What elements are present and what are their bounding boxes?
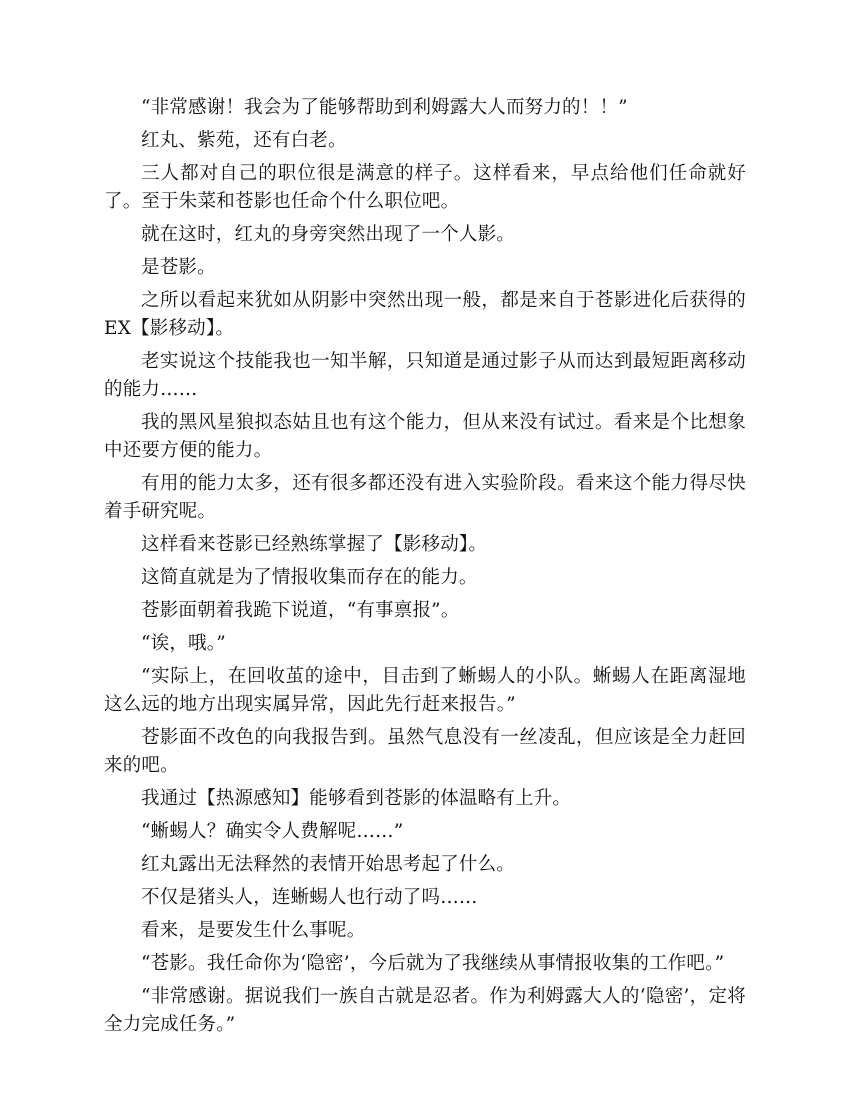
paragraph: 是苍影。	[141, 257, 216, 278]
paragraph: 三人都对自己的职位很是满意的样子。这样看来，早点给他们任命就好了。至于朱菜和苍影也任命个什么职位吧。	[104, 163, 746, 212]
paragraph: “非常感谢！我会为了能够帮助到利姆露大人而努力的！！”	[141, 97, 628, 118]
paragraph: “蜥蜴人？确实令人费解呢……”	[141, 821, 404, 842]
paragraph: 就在这时，红丸的身旁突然出现了一个人影。	[141, 224, 516, 245]
paragraph: “非常感谢。据说我们一族自古就是忍者。作为利姆露大人的‘隐密’，定将全力完成任务。”	[104, 986, 746, 1035]
paragraph: 有用的能力太多，还有很多都还没有进入实验阶段。看来这个能力得尽快着手研究呢。	[104, 473, 746, 522]
paragraph: 我通过【热源感知】能够看到苍影的体温略有上升。	[141, 788, 572, 809]
paragraph: 这样看来苍影已经熟练掌握了【影移动】。	[141, 534, 488, 555]
paragraph: 苍影面朝着我跪下说道，“有事禀报”。	[141, 600, 460, 621]
document-page	[104, 94, 746, 1044]
paragraph: 老实说这个技能我也一知半解，只知道是通过影子从而达到最短距离移动的能力……	[104, 351, 746, 400]
paragraph: “苍影。我任命你为‘隐密’，今后就为了我继续从事情报收集的工作吧。”	[141, 953, 725, 974]
paragraph: 红丸露出无法释然的表情开始思考起了什么。	[141, 854, 516, 875]
paragraph: 苍影面不改色的向我报告到。虽然气息没有一丝凌乱，但应该是全力赶回来的吧。	[104, 727, 746, 776]
paragraph: 红丸、紫苑，还有白老。	[141, 130, 347, 151]
paragraph: “实际上，在回收茧的途中，目击到了蜥蜴人的小队。蜥蜴人在距离湿地这么远的地方出现实属异常，因此先行赶来报告。”	[104, 666, 746, 715]
paragraph: 这简直就是为了情报收集而存在的能力。	[141, 567, 478, 588]
paragraph: 之所以看起来犹如从阴影中突然出现一般，都是来自于苍影进化后获得的EX【影移动】。	[104, 290, 746, 339]
paragraph: 我的黑风星狼拟态姑且也有这个能力，但从来没有试过。看来是个比想象中还要方便的能力。	[104, 412, 746, 461]
paragraph: 看来，是要发生什么事呢。	[141, 920, 366, 941]
paragraph: 不仅是猪头人，连蜥蜴人也行动了吗……	[141, 887, 478, 908]
paragraph: “诶，哦。”	[141, 633, 226, 654]
